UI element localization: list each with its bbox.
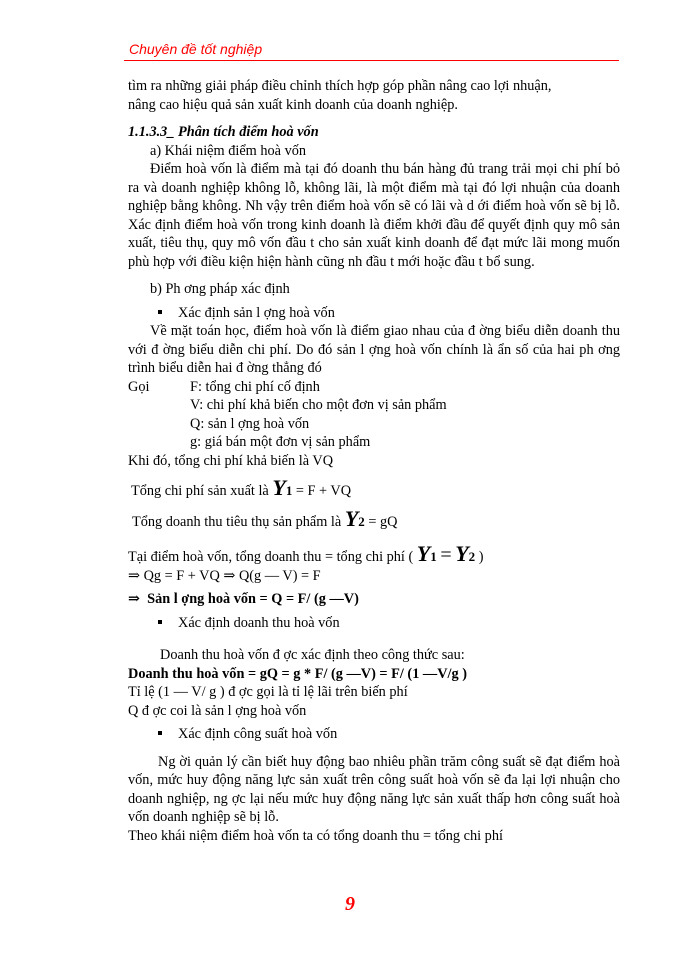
paragraph-math: Về mặt toán học, điểm hoà vốn là điểm giao nhau của đ ờng biểu diễn doanh thu với đ ờng biểu diễn chi phí. Do đó sản l ợng hoà vốn chính là ẩn số của hai ph ơng trình biểu diễn hai đ ờng thẳng đó xyxy=(128,323,620,376)
y2-symbol: Y xyxy=(344,505,359,531)
breakeven-y1-sub: 1 xyxy=(430,549,437,564)
bullet-square-icon xyxy=(158,731,162,735)
paragraph-capacity: Ng ời quản lý cần biết huy động bao nhiêu phần trăm công suất sẽ đạt điểm hoà vốn, mức huy động năng lực sản xuất trên công suất hoà vốn sẽ đa lại lợi nhuận cho doanh nghiệp, ng ợc lại nếu mức huy động năng lực sản xuất thấp hơn công suất hoà vốn doanh nghiệp sẽ bị lỗ. xyxy=(128,753,620,825)
bullet-item xyxy=(128,725,620,744)
def-q: Q: sản l ợng hoà vốn xyxy=(190,415,310,432)
breakeven-equals: = xyxy=(440,544,452,566)
revenue-formula: Doanh thu hoà vốn = gQ = g * F/ (g —V) = F/ (1 —V/g ) xyxy=(128,665,467,682)
equation-line-1 xyxy=(128,567,620,586)
total-cost-line xyxy=(128,475,620,501)
bullet-text: Xác định công suất hoà vốn xyxy=(178,726,338,742)
implies-arrow-icon: ⇒ xyxy=(128,567,140,584)
bullet-text: Xác định doanh thu hoà vốn xyxy=(178,614,340,631)
def-v: V: chi phí khả biến cho một đơn vị sản phẩm xyxy=(190,397,447,413)
label-goi: Gọi xyxy=(128,378,150,395)
header-divider xyxy=(124,60,619,61)
intro-line-2: nâng cao hiệu quả sản xuất kinh doanh của doanh nghiệp. xyxy=(128,96,458,113)
intro-line-1: tìm ra những giải pháp điều chỉnh thích hợp góp phần nâng cao lợi nhuận, xyxy=(128,78,552,94)
def-g: g: giá bán một đơn vị sản phẩm xyxy=(190,434,371,450)
q-definition-line: Q đ ợc coi là sản l ợng hoà vốn xyxy=(128,702,307,719)
page-number: 9 xyxy=(345,893,355,915)
breakeven-text: Tại điểm hoà vốn, tổng doanh thu = tổng chi phí ( xyxy=(128,549,414,565)
khido-line: Khi đó, tổng chi phí khả biến là VQ xyxy=(128,452,334,469)
bullet-text: Xác định sản l ợng hoà vốn xyxy=(178,304,335,321)
y2-subscript: 2 xyxy=(358,513,365,529)
y1-symbol: Y xyxy=(272,475,286,500)
margin-ratio-line: Tỉ lệ (1 — V/ g ) đ ợc gọi là tỉ lệ lãi trên biến phí xyxy=(128,684,408,700)
bullet-item xyxy=(128,614,620,633)
subsection-a: a) Khái niệm điểm hoà vốn xyxy=(150,142,307,159)
breakeven-close: ) xyxy=(478,549,484,565)
total-revenue-line xyxy=(128,505,620,532)
subsection-b: b) Ph ơng pháp xác định xyxy=(150,281,290,297)
bullet-square-icon xyxy=(158,620,162,624)
breakeven-y1: Y xyxy=(416,541,431,566)
total-revenue-text: Tổng doanh thu tiêu thụ sản phẩm là xyxy=(132,513,342,530)
paragraph-definition: Điểm hoà vốn là điểm mà tại đó doanh thu bán hàng đủ trang trải mọi chi phí bỏ ra và doanh nghiệp không lỗ, không lãi, là một điểm mà tại đó lợi nhuận của doanh nghiệp bằng không. Nh vậy trên điểm hoà vốn sẽ có lãi và d ới điểm hoà vốn sẽ bị lỗ. Xác định điểm hoà vốn trong kinh doanh là điểm khởi đầu để quyết định quy mô sản xuất, tiêu thụ, quy mô vốn đầu t cho sản xuất kinh doanh để đạt mức lãi mong muốn phù hợp với điều kiện hiện hành cũng nh đầu t mới hoặc đầu t bổ sung. xyxy=(128,161,620,270)
revenue-formula-intro: Doanh thu hoà vốn đ ợc xác định theo công thức sau: xyxy=(160,647,465,663)
implies-arrow-icon: ⇒ xyxy=(128,591,140,607)
bullet-square-icon xyxy=(158,310,162,314)
document-body xyxy=(128,77,620,845)
def-f: F: tổng chi phí cố định xyxy=(190,378,320,395)
breakeven-y2: Y xyxy=(455,541,469,566)
closing-line: Theo khái niệm điểm hoà vốn ta có tổng doanh thu = tổng chi phí xyxy=(128,827,503,844)
bullet-item xyxy=(128,304,620,323)
eq2: Q(g — V) = F xyxy=(238,567,321,584)
total-revenue-eq: = gQ xyxy=(368,513,398,530)
breakeven-condition xyxy=(128,541,620,567)
total-cost-eq: = F + VQ xyxy=(295,483,352,499)
breakeven-y2-sub: 2 xyxy=(468,549,476,564)
eq1: Qg = F + VQ xyxy=(143,567,220,584)
y1-subscript: 1 xyxy=(285,483,293,498)
section-heading: 1.1.3.3_ Phân tích điểm hoà vốn xyxy=(128,124,319,140)
equation-line-2 xyxy=(128,590,620,609)
total-cost-text: Tổng chi phí sản xuất là xyxy=(131,483,269,499)
eq3: Sản l ợng hoà vốn = Q = F/ (g —V) xyxy=(147,591,359,607)
implies-arrow-icon: ⇒ xyxy=(223,567,236,584)
document-header: Chuyên đề tốt nghiệp xyxy=(129,41,263,57)
